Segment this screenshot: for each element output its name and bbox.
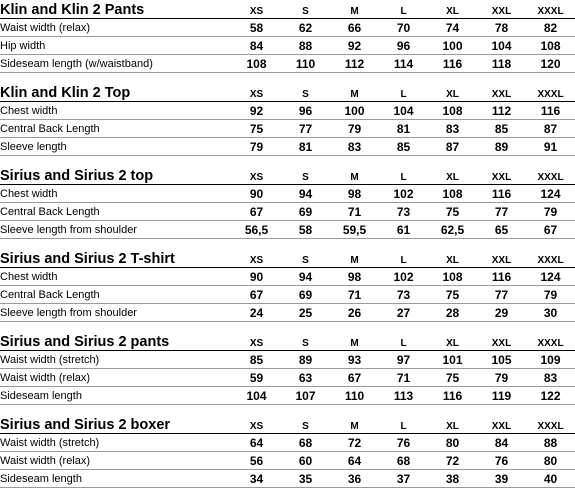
measurement-value: 67 xyxy=(526,221,575,239)
measurement-value: 38 xyxy=(428,470,477,488)
section-title: Sirius and Sirius 2 T-shirt xyxy=(0,249,232,268)
measurement-label: Sleeve length from shoulder xyxy=(0,221,232,239)
measurement-value: 59,5 xyxy=(330,221,379,239)
size-header: L xyxy=(379,332,428,351)
measurement-value: 77 xyxy=(477,203,526,221)
measurement-value: 81 xyxy=(379,120,428,138)
measurement-value: 75 xyxy=(232,120,281,138)
measurement-value: 75 xyxy=(428,286,477,304)
measurement-row xyxy=(0,55,575,73)
measurement-value: 116 xyxy=(477,185,526,203)
measurement-value: 40 xyxy=(526,470,575,488)
section-spacer xyxy=(0,239,575,250)
size-header: XS xyxy=(232,415,281,434)
measurement-value: 100 xyxy=(330,102,379,120)
measurement-value: 108 xyxy=(428,102,477,120)
measurement-value: 89 xyxy=(477,138,526,156)
measurement-value: 82 xyxy=(526,19,575,37)
size-header: L xyxy=(379,0,428,19)
measurement-value: 65 xyxy=(477,221,526,239)
measurement-value: 59 xyxy=(232,369,281,387)
size-header: XL xyxy=(428,249,477,268)
measurement-value: 116 xyxy=(526,102,575,120)
size-header: XS xyxy=(232,0,281,19)
measurement-label: Chest width xyxy=(0,185,232,203)
section-header-row xyxy=(0,249,575,268)
measurement-value: 90 xyxy=(232,185,281,203)
measurement-value: 84 xyxy=(477,434,526,452)
measurement-value: 66 xyxy=(330,19,379,37)
section-spacer xyxy=(0,73,575,84)
size-header: L xyxy=(379,166,428,185)
measurement-value: 92 xyxy=(232,102,281,120)
measurement-value: 74 xyxy=(428,19,477,37)
measurement-value: 80 xyxy=(428,434,477,452)
section-header-row xyxy=(0,332,575,351)
size-header: L xyxy=(379,249,428,268)
measurement-value: 96 xyxy=(379,37,428,55)
spacer-cell xyxy=(0,239,575,250)
measurement-value: 87 xyxy=(428,138,477,156)
measurement-value: 108 xyxy=(232,55,281,73)
measurement-value: 94 xyxy=(281,185,330,203)
measurement-value: 89 xyxy=(281,351,330,369)
measurement-value: 71 xyxy=(330,286,379,304)
measurement-label: Central Back Length xyxy=(0,203,232,221)
size-header: S xyxy=(281,249,330,268)
measurement-value: 124 xyxy=(526,268,575,286)
section-title: Sirius and Sirius 2 top xyxy=(0,166,232,185)
size-header: XXXL xyxy=(526,0,575,19)
size-header: XL xyxy=(428,0,477,19)
measurement-value: 83 xyxy=(428,120,477,138)
measurement-value: 98 xyxy=(330,185,379,203)
measurement-value: 84 xyxy=(232,37,281,55)
size-header: M xyxy=(330,166,379,185)
measurement-label: Chest width xyxy=(0,102,232,120)
measurement-value: 100 xyxy=(428,37,477,55)
measurement-value: 71 xyxy=(330,203,379,221)
measurement-value: 116 xyxy=(428,55,477,73)
measurement-value: 120 xyxy=(526,55,575,73)
measurement-value: 24 xyxy=(232,304,281,322)
measurement-value: 79 xyxy=(330,120,379,138)
measurement-value: 62,5 xyxy=(428,221,477,239)
measurement-value: 85 xyxy=(232,351,281,369)
measurement-value: 101 xyxy=(428,351,477,369)
section-header-row xyxy=(0,0,575,19)
measurement-value: 85 xyxy=(379,138,428,156)
measurement-value: 114 xyxy=(379,55,428,73)
measurement-row xyxy=(0,351,575,369)
measurement-value: 76 xyxy=(379,434,428,452)
measurement-value: 108 xyxy=(428,268,477,286)
spacer-cell xyxy=(0,405,575,416)
measurement-row xyxy=(0,203,575,221)
measurement-value: 78 xyxy=(477,19,526,37)
measurement-value: 69 xyxy=(281,286,330,304)
measurement-row xyxy=(0,37,575,55)
measurement-value: 102 xyxy=(379,185,428,203)
measurement-value: 77 xyxy=(477,286,526,304)
size-header: XL xyxy=(428,415,477,434)
measurement-value: 97 xyxy=(379,351,428,369)
measurement-value: 79 xyxy=(526,286,575,304)
measurement-row xyxy=(0,221,575,239)
measurement-value: 64 xyxy=(330,452,379,470)
measurement-label: Sideseam length (w/waistband) xyxy=(0,55,232,73)
measurement-value: 85 xyxy=(477,120,526,138)
measurement-row xyxy=(0,19,575,37)
measurement-value: 77 xyxy=(281,120,330,138)
section-title: Klin and Klin 2 Top xyxy=(0,83,232,102)
measurement-value: 88 xyxy=(526,434,575,452)
measurement-value: 116 xyxy=(477,268,526,286)
measurement-value: 119 xyxy=(477,387,526,405)
measurement-label: Waist width (relax) xyxy=(0,369,232,387)
measurement-row xyxy=(0,452,575,470)
measurement-value: 71 xyxy=(379,369,428,387)
size-header: M xyxy=(330,83,379,102)
measurement-value: 58 xyxy=(281,221,330,239)
measurement-value: 62 xyxy=(281,19,330,37)
size-header: S xyxy=(281,166,330,185)
size-header: XXL xyxy=(477,332,526,351)
measurement-value: 26 xyxy=(330,304,379,322)
measurement-label: Waist width (relax) xyxy=(0,452,232,470)
measurement-label: Waist width (stretch) xyxy=(0,351,232,369)
measurement-value: 68 xyxy=(281,434,330,452)
section-title: Klin and Klin 2 Pants xyxy=(0,0,232,19)
size-header: M xyxy=(330,415,379,434)
measurement-value: 79 xyxy=(477,369,526,387)
measurement-value: 118 xyxy=(477,55,526,73)
size-header: XL xyxy=(428,332,477,351)
measurement-label: Hip width xyxy=(0,37,232,55)
measurement-row xyxy=(0,387,575,405)
measurement-value: 79 xyxy=(232,138,281,156)
measurement-row xyxy=(0,434,575,452)
measurement-value: 104 xyxy=(379,102,428,120)
section-spacer xyxy=(0,405,575,416)
measurement-value: 94 xyxy=(281,268,330,286)
size-header: XS xyxy=(232,166,281,185)
size-header: XXL xyxy=(477,415,526,434)
section-spacer xyxy=(0,322,575,333)
section-header-row xyxy=(0,415,575,434)
size-header: XXL xyxy=(477,249,526,268)
measurement-value: 110 xyxy=(330,387,379,405)
measurement-value: 76 xyxy=(477,452,526,470)
measurement-value: 102 xyxy=(379,268,428,286)
measurement-value: 112 xyxy=(477,102,526,120)
measurement-label: Central Back Length xyxy=(0,286,232,304)
measurement-value: 67 xyxy=(232,286,281,304)
measurement-value: 70 xyxy=(379,19,428,37)
measurement-value: 30 xyxy=(526,304,575,322)
measurement-value: 81 xyxy=(281,138,330,156)
size-header: XXXL xyxy=(526,166,575,185)
measurement-value: 108 xyxy=(526,37,575,55)
measurement-row xyxy=(0,286,575,304)
size-header: XXL xyxy=(477,83,526,102)
measurement-value: 83 xyxy=(526,369,575,387)
measurement-value: 113 xyxy=(379,387,428,405)
measurement-value: 110 xyxy=(281,55,330,73)
measurement-value: 112 xyxy=(330,55,379,73)
size-header: L xyxy=(379,415,428,434)
measurement-label: Sleeve length xyxy=(0,138,232,156)
measurement-value: 104 xyxy=(232,387,281,405)
measurement-row xyxy=(0,470,575,488)
measurement-value: 58 xyxy=(232,19,281,37)
measurement-value: 104 xyxy=(477,37,526,55)
measurement-label: Waist width (relax) xyxy=(0,19,232,37)
measurement-value: 124 xyxy=(526,185,575,203)
measurement-value: 72 xyxy=(330,434,379,452)
measurement-label: Sideseam length xyxy=(0,470,232,488)
measurement-value: 83 xyxy=(330,138,379,156)
measurement-value: 80 xyxy=(526,452,575,470)
size-header: XXXL xyxy=(526,415,575,434)
measurement-value: 68 xyxy=(379,452,428,470)
measurement-row xyxy=(0,304,575,322)
measurement-value: 34 xyxy=(232,470,281,488)
measurement-value: 28 xyxy=(428,304,477,322)
measurement-value: 73 xyxy=(379,286,428,304)
size-header: S xyxy=(281,83,330,102)
measurement-value: 27 xyxy=(379,304,428,322)
measurement-row xyxy=(0,185,575,203)
size-header: XL xyxy=(428,83,477,102)
size-header: S xyxy=(281,0,330,19)
spacer-cell xyxy=(0,73,575,84)
section-title: Sirius and Sirius 2 pants xyxy=(0,332,232,351)
measurement-label: Central Back Length xyxy=(0,120,232,138)
size-header: XXL xyxy=(477,0,526,19)
size-header: XXXL xyxy=(526,249,575,268)
spacer-cell xyxy=(0,156,575,167)
size-header: XS xyxy=(232,332,281,351)
measurement-value: 67 xyxy=(330,369,379,387)
measurement-value: 91 xyxy=(526,138,575,156)
measurement-value: 79 xyxy=(526,203,575,221)
size-header: M xyxy=(330,249,379,268)
measurement-value: 87 xyxy=(526,120,575,138)
size-header: XXXL xyxy=(526,332,575,351)
section-header-row xyxy=(0,166,575,185)
size-header: XXXL xyxy=(526,83,575,102)
measurement-value: 29 xyxy=(477,304,526,322)
measurement-value: 109 xyxy=(526,351,575,369)
size-header: S xyxy=(281,332,330,351)
measurement-label: Chest width xyxy=(0,268,232,286)
size-header: XXL xyxy=(477,166,526,185)
measurement-value: 67 xyxy=(232,203,281,221)
measurement-value: 36 xyxy=(330,470,379,488)
measurement-value: 98 xyxy=(330,268,379,286)
measurement-label: Sleeve length from shoulder xyxy=(0,304,232,322)
measurement-label: Sideseam length xyxy=(0,387,232,405)
measurement-row xyxy=(0,138,575,156)
measurement-value: 88 xyxy=(281,37,330,55)
measurement-value: 61 xyxy=(379,221,428,239)
measurement-value: 107 xyxy=(281,387,330,405)
measurement-value: 64 xyxy=(232,434,281,452)
measurement-value: 60 xyxy=(281,452,330,470)
size-header: XL xyxy=(428,166,477,185)
size-header: XS xyxy=(232,249,281,268)
size-header: M xyxy=(330,332,379,351)
measurement-value: 93 xyxy=(330,351,379,369)
section-header-row xyxy=(0,83,575,102)
measurement-value: 37 xyxy=(379,470,428,488)
measurement-row xyxy=(0,120,575,138)
measurement-value: 75 xyxy=(428,203,477,221)
measurement-value: 122 xyxy=(526,387,575,405)
spacer-cell xyxy=(0,322,575,333)
measurement-value: 63 xyxy=(281,369,330,387)
measurement-label: Waist width (stretch) xyxy=(0,434,232,452)
measurement-value: 72 xyxy=(428,452,477,470)
section-spacer xyxy=(0,156,575,167)
measurement-value: 116 xyxy=(428,387,477,405)
measurement-value: 75 xyxy=(428,369,477,387)
measurement-value: 108 xyxy=(428,185,477,203)
measurement-value: 105 xyxy=(477,351,526,369)
measurement-value: 92 xyxy=(330,37,379,55)
section-title: Sirius and Sirius 2 boxer xyxy=(0,415,232,434)
measurement-row xyxy=(0,369,575,387)
measurement-row xyxy=(0,268,575,286)
measurement-value: 35 xyxy=(281,470,330,488)
measurement-value: 56 xyxy=(232,452,281,470)
measurement-value: 56,5 xyxy=(232,221,281,239)
size-header: XS xyxy=(232,83,281,102)
measurement-value: 25 xyxy=(281,304,330,322)
measurement-value: 90 xyxy=(232,268,281,286)
size-header: S xyxy=(281,415,330,434)
measurement-value: 39 xyxy=(477,470,526,488)
measurement-value: 73 xyxy=(379,203,428,221)
measurement-value: 69 xyxy=(281,203,330,221)
measurement-row xyxy=(0,102,575,120)
measurement-value: 96 xyxy=(281,102,330,120)
size-header: M xyxy=(330,0,379,19)
size-header: L xyxy=(379,83,428,102)
